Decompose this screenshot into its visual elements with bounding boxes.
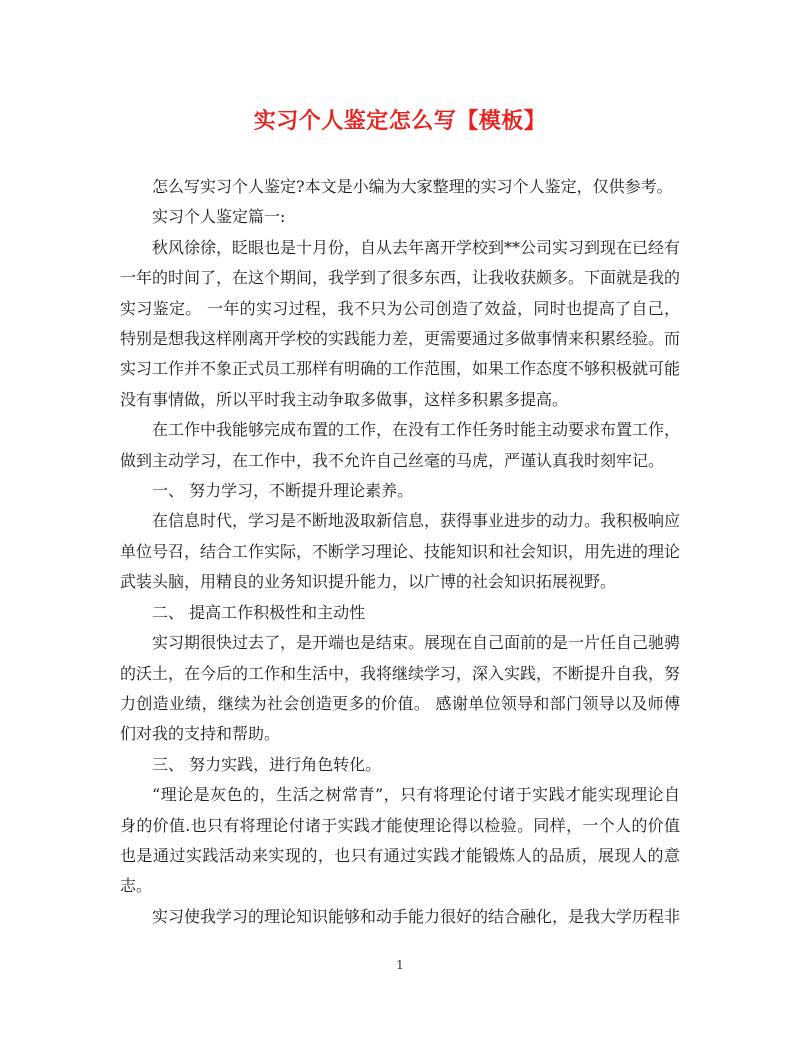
- point-heading-3: 三、 努力实践，进行角色转化。: [152, 754, 382, 774]
- body-paragraph: 实习使我学习的理论知识能够和动手能力很好的结合融化，是我大学历程非: [152, 906, 681, 926]
- document-title: 实习个人鉴定怎么写【模板】: [253, 108, 547, 134]
- body-paragraph: “理论是灰色的，生活之树常青”，只有将理论付诸于实践才能实现理论自身的价值.也只有将理论付诸于实践才能使理论得以检验。同样，一个人的价值也是通过实践活动来实现的，也只有通过实践才能锻炼人的品质，展现人的意志。: [120, 785, 680, 896]
- body-paragraph: 秋风徐徐，眨眼也是十月份，自从去年离开学校到**公司实习到现在已经有一年的时间了，在这个期间，我学到了很多东西，让我收获颇多。下面就是我的实习鉴定。 一年的实习过程，我不只为公司创造了效益，同时也提高了自己，特别是想我这样刚离开学校的实践能力差，更需要通过多做事情来积累经验。而实习工作并不象正式员工那样有明确的工作范围，如果工作态度不够积极就可能没有事情做，所以平时我主动争取多做事，这样多积累多提高。: [120, 237, 681, 409]
- document-body: [120, 172, 680, 932]
- body-paragraph: 在工作中我能够完成布置的工作，在没有工作任务时能主动要求布置工作，做到主动学习，在工作中，我不允许自己丝毫的马虎，严谨认真我时刻牢记。: [120, 420, 681, 470]
- body-paragraph: 在信息时代，学习是不断地汲取新信息，获得事业进步的动力。我积极响应单位号召，结合工作实际，不断学习理论、技能知识和社会知识，用先进的理论武装头脑，用精良的业务知识提升能力，以广博的社会知识拓展视野。: [120, 511, 681, 592]
- section-heading: 实习个人鉴定篇一:: [152, 207, 286, 227]
- point-heading-2: 二、 提高工作积极性和主动性: [152, 602, 366, 622]
- intro-paragraph: 怎么写实习个人鉴定?本文是小编为大家整理的实习个人鉴定，仅供参考。: [152, 177, 673, 196]
- body-paragraph: 实习期很快过去了，是开端也是结束。展现在自己面前的是一片任自己驰骋的沃土，在今后的工作和生活中，我将继续学习，深入实践，不断提升自我，努力创造业绩，继续为社会创造更多的价值。 感谢单位领导和部门领导以及师傅们对我的支持和帮助。: [120, 633, 681, 744]
- point-heading-1: 一、 努力学习，不断提升理论素养。: [152, 481, 414, 501]
- page-number: 1: [396, 958, 404, 972]
